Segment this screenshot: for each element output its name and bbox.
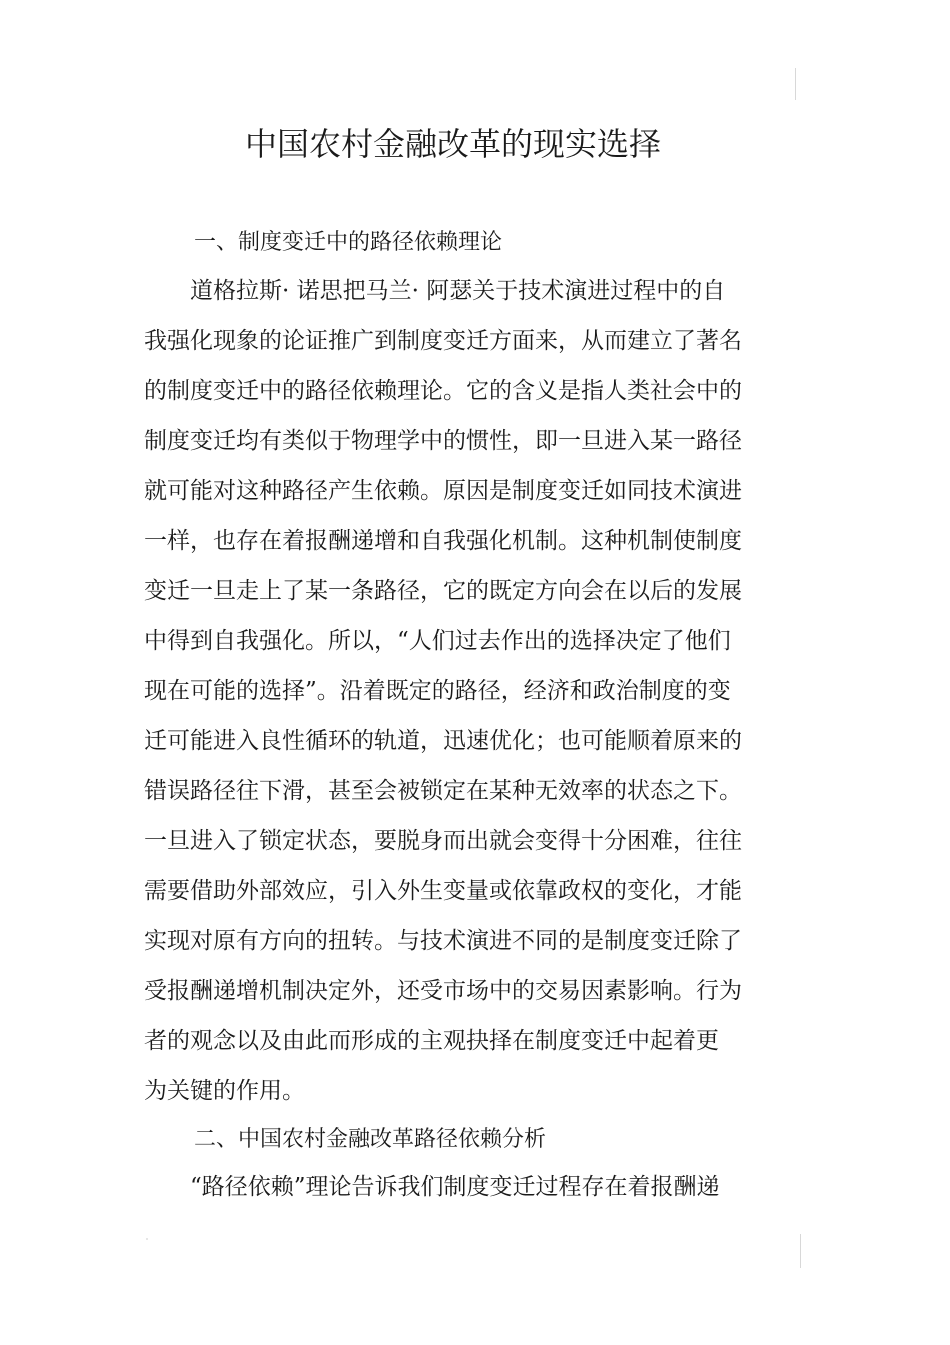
paragraph-line: 一样，也存在着报酬递增和自我强化机制。这种机制使制度	[144, 528, 742, 554]
paragraph-line: 我强化现象的论证推广到制度变迁方面来，从而建立了著名	[144, 328, 742, 354]
page-margin-mark	[800, 1234, 801, 1268]
page-margin-dot	[146, 1238, 148, 1240]
paragraph-line: 制度变迁均有类似于物理学中的惯性，即一旦进入某一路径	[144, 428, 742, 454]
paragraph-line: 道格拉斯· 诺思把马兰· 阿瑟关于技术演进过程中的自	[144, 278, 726, 304]
section-2-paragraph	[144, 1172, 754, 1222]
paragraph-line: 错误路径往下滑，甚至会被锁定在某种无效率的状态之下。	[144, 778, 742, 804]
paragraph-line: 就可能对这种路径产生依赖。原因是制度变迁如同技术演进	[144, 478, 742, 504]
section-heading-2: 二、中国农村金融改革路径依赖分析	[194, 1127, 547, 1152]
paragraph-line: 迁可能进入良性循环的轨道，迅速优化；也可能顺着原来的	[144, 728, 742, 754]
paragraph-line: 现在可能的选择”。沿着既定的路径，经济和政治制度的变	[144, 678, 731, 704]
paragraph-line: 的制度变迁中的路径依赖理论。它的含义是指人类社会中的	[144, 378, 742, 404]
paragraph-line: 实现对原有方向的扭转。与技术演进不同的是制度变迁除了	[144, 928, 742, 954]
paragraph-line: 者的观念以及由此而形成的主观抉择在制度变迁中起着更	[144, 1028, 719, 1054]
section-heading-1: 一、制度变迁中的路径依赖理论	[194, 230, 503, 255]
paragraph-line: 受报酬递增机制决定外，还受市场中的交易因素影响。行为	[144, 978, 742, 1004]
paragraph-line: 一旦进入了锁定状态，要脱身而出就会变得十分困难，往往	[144, 828, 742, 854]
document-title: 中国农村金融改革的现实选择	[244, 125, 661, 163]
paragraph-line: 需要借助外部效应，引入外生变量或依靠政权的变化，才能	[144, 878, 742, 904]
paragraph-line: “路径依赖”理论告诉我们制度变迁过程存在着报酬递	[144, 1174, 720, 1200]
page-margin-mark	[795, 68, 796, 100]
paragraph-line: 变迁一旦走上了某一条路径，它的既定方向会在以后的发展	[144, 578, 742, 604]
paragraph-line: 为关键的作用。	[144, 1078, 305, 1104]
paragraph-line: 中得到自我强化。所以，“人们过去作出的选择决定了他们	[144, 628, 731, 654]
section-1-paragraph	[144, 276, 754, 1126]
